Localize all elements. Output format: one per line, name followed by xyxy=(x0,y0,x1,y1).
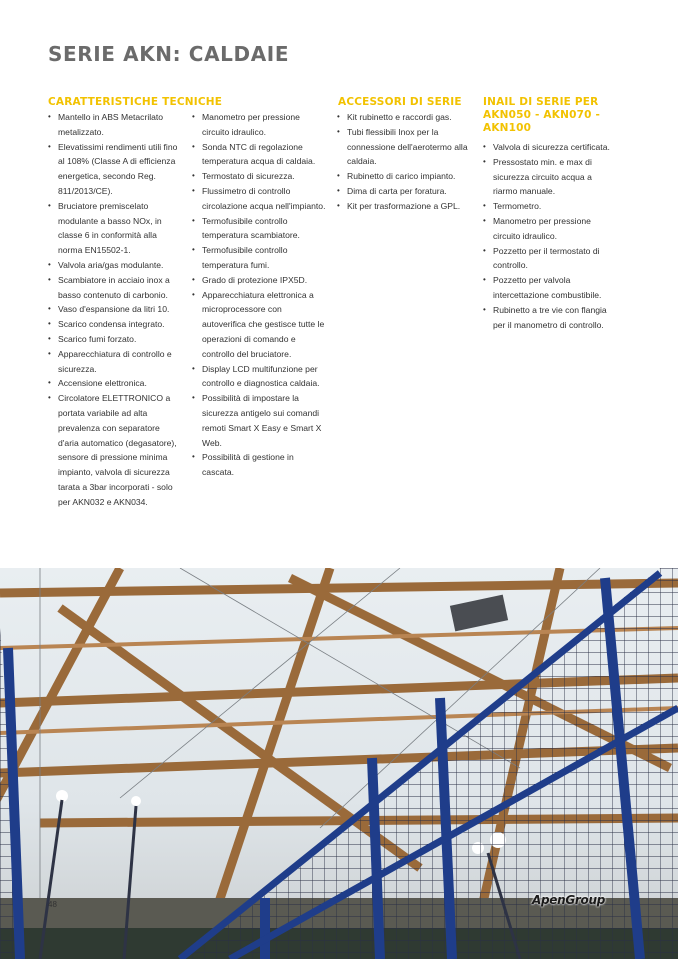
list-item: • Grado di protezione IPX5D. xyxy=(192,273,328,288)
list-item: • Elevatissimi rendimenti utili fino al 108% (Classe A di efficienza energetica, secondo Reg. 811/2013/CE). xyxy=(48,140,178,199)
list-item: • Pozzetto per valvola intercettazione combustibile. xyxy=(483,273,618,303)
section-title-features: CARATTERISTICHE TECNICHE xyxy=(48,96,223,108)
page-title: SERIE AKN: CALDAIE xyxy=(48,42,290,66)
list-item: • Kit rubinetto e raccordi gas. xyxy=(337,110,469,125)
list-item: • Accensione elettronica. xyxy=(48,376,178,391)
section-title-inail: INAIL DI SERIE PER AKN050 - AKN070 - AKN100 xyxy=(483,96,601,134)
list-item: • Termofusibile controllo temperatura scambiatore. xyxy=(192,214,328,244)
list-item: • Scarico fumi forzato. xyxy=(48,332,178,347)
list-item: • Apparecchiatura di controllo e sicurezza. xyxy=(48,347,178,377)
list-item: • Manometro per pressione circuito idraulico. xyxy=(483,214,618,244)
list-item: • Circolatore ELETTRONICO a portata variabile ad alta prevalenza con separatore d'aria automatico (degasatore), sensore di pressione minima impianto, valvola di sicurezza tarata a 3bar incorporati - solo per AKN032 e AKN034. xyxy=(48,391,178,509)
list-item: • Manometro per pressione circuito idraulico. xyxy=(192,110,328,140)
list-item: • Tubi flessibili Inox per la connessione dell'aerotermo alla caldaia. xyxy=(337,125,469,169)
list-item: • Termofusibile controllo temperatura fumi. xyxy=(192,243,328,273)
list-item: • Pressostato min. e max di sicurezza circuito acqua a riarmo manuale. xyxy=(483,155,618,199)
list-item: • Termostato di sicurezza. xyxy=(192,169,328,184)
inail-list xyxy=(483,140,618,332)
list-item: • Valvola di sicurezza certificata. xyxy=(483,140,618,155)
list-item: • Flussimetro di controllo circolazione acqua nell'impianto. xyxy=(192,184,328,214)
accessories-list xyxy=(337,110,469,214)
list-item: • Scambiatore in acciaio inox a basso contenuto di carbonio. xyxy=(48,273,178,303)
list-item: • Dima di carta per foratura. xyxy=(337,184,469,199)
list-item: • Apparecchiatura elettronica a microprocessore con autoverifica che gestisce tutte le operazioni di comando e controllo del bruciatore. xyxy=(192,288,328,362)
list-item: • Sonda NTC di regolazione temperatura acqua di caldaia. xyxy=(192,140,328,170)
list-item: • Mantello in ABS Metacrilato metalizzato. xyxy=(48,110,178,140)
list-item: • Rubinetto di carico impianto. xyxy=(337,169,469,184)
list-item: • Bruciatore premiscelato modulante a basso NOx, in classe 6 in conformità alla norma EN15502-1. xyxy=(48,199,178,258)
list-item: • Vaso d'espansione da litri 10. xyxy=(48,302,178,317)
list-item: • Scarico condensa integrato. xyxy=(48,317,178,332)
list-item: • Possibilità di impostare la sicurezza antigelo sui comandi remoti Smart X Easy e Smart X Web. xyxy=(192,391,328,450)
list-item: • Rubinetto a tre vie con flangia per il manometro di controllo. xyxy=(483,303,618,333)
page-number: 48 xyxy=(48,900,57,909)
list-item: • Termometro. xyxy=(483,199,618,214)
features-list-col2 xyxy=(192,110,328,480)
list-item: • Possibilità di gestione in cascata. xyxy=(192,450,328,480)
list-item: • Pozzetto per il termostato di controllo. xyxy=(483,244,618,274)
list-item: • Display LCD multifunzione per controllo e diagnostica caldaia. xyxy=(192,362,328,392)
features-list-col1 xyxy=(48,110,178,510)
apengroup-logo: ApenGroup xyxy=(532,893,606,907)
section-title-accessories: ACCESSORI DI SERIE xyxy=(338,96,462,108)
list-item: • Valvola aria/gas modulante. xyxy=(48,258,178,273)
list-item: • Kit per trasformazione a GPL. xyxy=(337,199,469,214)
